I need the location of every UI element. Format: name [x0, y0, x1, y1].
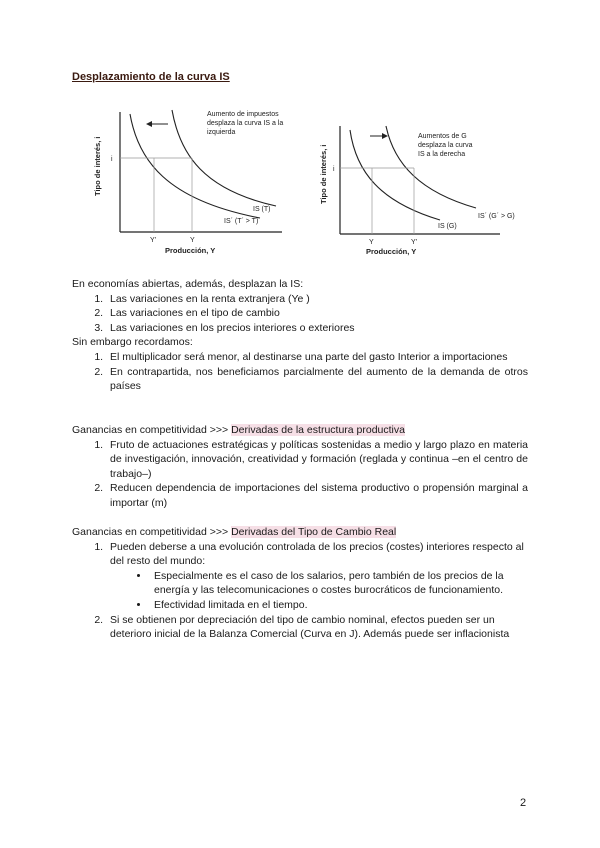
list-item: 1. Fruto de actuaciones estratégicas y políticas sostenidas a medio y largo plazo en materia de investigación, innovación, creatividad y formación (reglada y continua –en el centro de trabajo–) — [106, 438, 528, 482]
section-heading — [72, 423, 528, 438]
is-shift-right-chart — [316, 122, 526, 262]
exchange-rate-list — [72, 540, 528, 642]
heading-highlight: Derivadas de la estructura productiva — [231, 424, 405, 436]
x-axis-label: Producción, Y — [366, 247, 417, 256]
y-axis-label: Tipo de interés, i — [93, 136, 102, 196]
curve-label-is-shifted: IS´ (G´ > G) — [478, 213, 515, 220]
list-item: 2. Reducen dependencia de importaciones del sistema productivo o propensión marginal a importar (m) — [106, 481, 528, 510]
is-shift-left-chart — [86, 100, 296, 260]
tick-label-y: Y — [190, 237, 195, 244]
tick-label-i: i — [111, 156, 113, 163]
bullet-item: • Especialmente es el caso de los salarios, pero también de los precios de la energía y las telecomunicaciones o costes burocráticos de funcionamiento. — [150, 569, 528, 598]
heading-lead: Ganancias en competitividad >>> — [72, 526, 232, 538]
x-axis-label: Producción, Y — [165, 246, 216, 255]
annotation-line-2: desplaza la curva IS a la — [207, 120, 284, 127]
annotation-line-2: desplaza la curva — [418, 142, 473, 149]
list-item: 1. Las variaciones en la renta extranjera (Ye ) — [106, 292, 528, 307]
list-item: 1. El multiplicador será menor, al destinarse una parte del gasto Interior a importaciones — [106, 350, 528, 365]
shift-arrow-head — [382, 133, 388, 139]
annotation-line-1: Aumentos de G — [418, 133, 467, 140]
bullet-item: • Efectividad limitada en el tiempo. — [150, 598, 528, 613]
reminder-list — [72, 350, 528, 394]
list-item: 2. En contrapartida, nos beneficiamos parcialmente del aumento de la demanda de otros países — [106, 365, 528, 394]
tick-label-y-prime: Y' — [150, 237, 157, 244]
y-axis-label: Tipo de interés, i — [319, 144, 328, 204]
open-economy-section — [72, 277, 528, 394]
is-shift-left-figure — [86, 100, 296, 260]
section-intro: En economías abiertas, además, desplazan la IS: — [72, 278, 304, 290]
list-item: 2. Si se obtienen por depreciación del tipo de cambio nominal, efectos pueden ser un deterioro inicial de la Balanza Comercial (Curva en J). Además puede ser inflacionista — [106, 613, 528, 642]
sub-bullet-list — [110, 569, 528, 613]
shift-arrow-head — [146, 121, 152, 127]
is-shift-factors-list — [72, 292, 528, 336]
tick-label-i: i — [333, 166, 335, 173]
curve-label-is: IS (T) — [253, 206, 271, 213]
page-title: Desplazamiento de la curva IS — [72, 71, 230, 83]
heading-highlight: Derivadas del Tipo de Cambio Real — [231, 526, 397, 538]
productive-structure-list — [72, 438, 528, 511]
section-intro-2: Sin embargo recordamos: — [72, 336, 193, 349]
tick-label-y: Y — [369, 239, 374, 246]
list-item-text: Pueden deberse a una evolución controlada de los precios (costes) interiores respecto al del resto del mundo: — [110, 540, 524, 568]
list-item: 2. Las variaciones en el tipo de cambio — [106, 306, 528, 321]
list-item — [106, 540, 528, 613]
productive-structure-section — [72, 423, 528, 511]
is-shift-right-figure — [316, 122, 526, 262]
tick-label-y-prime: Y' — [411, 239, 418, 246]
annotation-line-3: izquierda — [207, 129, 236, 136]
heading-lead: Ganancias en competitividad >>> — [72, 424, 232, 436]
annotation-line-1: Aumento de impuestos — [207, 111, 279, 118]
curve-label-is-shifted: IS´ (T´ > T) — [224, 218, 259, 225]
exchange-rate-section — [72, 525, 528, 642]
curve-label-is: IS (G) — [438, 223, 457, 230]
is-curve-shifted — [130, 114, 260, 218]
page-number: 2 — [520, 797, 527, 809]
section-heading — [72, 525, 528, 540]
annotation-line-3: IS a la derecha — [418, 151, 466, 158]
list-item: 3. Las variaciones en los precios interiores o exteriores — [106, 321, 528, 336]
